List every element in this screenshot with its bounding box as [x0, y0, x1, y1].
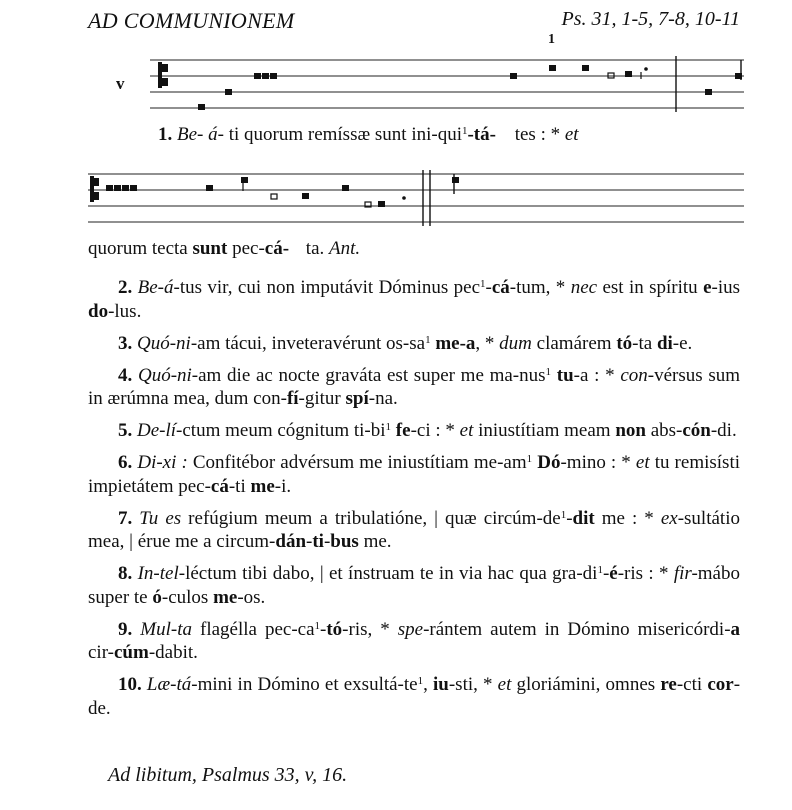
verse-number: 4. — [118, 364, 133, 386]
intonation-syllables: In-tel- — [137, 563, 186, 584]
syllable: á- — [208, 124, 224, 145]
chant-underlay-2 — [88, 238, 360, 260]
accented-syllable: me-a — [435, 332, 476, 354]
accented-syllable: re — [660, 674, 677, 695]
accented-syllable: cá- — [264, 238, 290, 259]
verse-text: -dabit. — [148, 642, 198, 663]
intonation-syllables: De-lí- — [137, 420, 183, 441]
mode-indicator: v — [116, 74, 125, 93]
verse-text: -sti, * — [448, 674, 498, 695]
psalm-reference: Ps. 31, 1-5, 7-8, 10-11 — [561, 8, 740, 30]
intonation-syllables: spe- — [397, 618, 430, 640]
accented-syllable: di — [656, 332, 673, 354]
verse-5 — [88, 419, 740, 443]
flex-mark: 1 — [597, 564, 603, 576]
flex-mark: 1 — [526, 453, 533, 465]
accented-syllable: non — [615, 420, 646, 441]
accented-syllable: ti — [312, 531, 324, 552]
flex-mark: 1 — [425, 333, 431, 346]
accented-syllable: me — [250, 475, 275, 497]
accented-syllable: dán — [275, 531, 307, 552]
verse-text: tu remisísti impietátem pec- — [88, 452, 740, 497]
verse-text: ctum meum cógnitum ti-bi — [182, 420, 386, 441]
verse-text: , — [423, 674, 433, 695]
verse-text: -i. — [274, 475, 292, 497]
intonation-syllables: Mul-ta — [140, 618, 192, 640]
verse-text: mábo super te — [88, 563, 740, 608]
verse-text: vérsus sum in ærúmna mea, dum con- — [88, 364, 741, 409]
verse-4 — [88, 364, 740, 411]
c-clef — [90, 176, 94, 202]
verse-number: 5. — [118, 420, 133, 441]
syllable: tes : — [514, 124, 546, 145]
syllable: ta. — [305, 238, 325, 259]
verse-number: 6. — [118, 452, 133, 473]
verse-9 — [88, 618, 740, 665]
header — [88, 8, 740, 42]
accented-syllable: tó — [616, 332, 633, 354]
intonation-syllables: Læ-tá- — [146, 674, 198, 695]
verse-text: rántem autem in Dómino misericórdi- — [429, 618, 731, 640]
verse-text: me : * — [594, 507, 661, 529]
verse-text: refúgium meum a tribulatióne, | quæ circúm-de — [181, 507, 561, 529]
verse-number: 10. — [118, 674, 142, 695]
lyric-text: ti quorum remíssæ sunt ini-qui — [228, 124, 462, 145]
staff-2-notation — [88, 166, 744, 228]
syllable: Be- — [177, 124, 204, 145]
flex-mark: 1 — [385, 421, 392, 433]
intonation-syllables: nec — [570, 277, 598, 298]
verse-text: mini in Dómino et exsultá-te — [197, 674, 418, 695]
verse-text: Confitébor advérsum me iniustítiam me-am — [187, 452, 527, 473]
accented-syllable: dit — [572, 507, 595, 529]
verse-text: -gitur — [298, 388, 346, 409]
verse-text: -culos — [161, 586, 214, 608]
accented-syllable: tu — [556, 364, 574, 386]
antiphon-marker: Ant. — [329, 238, 361, 259]
verse-number: 9. — [118, 618, 133, 640]
footer-note: Ad libitum, Psalmus 33, v, 16. — [108, 764, 348, 786]
neumes — [198, 65, 742, 110]
intonation-syllables: con- — [620, 364, 655, 386]
verse-text: iniustítiam meam — [473, 420, 616, 441]
verse-text: am tácui, inveteravérunt os-sa — [197, 332, 426, 354]
syllable: pec- — [232, 238, 265, 259]
accented-syllable: cúm — [114, 642, 149, 663]
verse-text: -e. — [672, 332, 693, 354]
intonation-syllables: et — [459, 420, 474, 441]
intonation-syllables: Di-xi : — [137, 452, 188, 473]
verse-text: -ius — [711, 277, 741, 298]
verse-text: -os. — [237, 586, 266, 608]
verse-number: 1. — [158, 124, 173, 145]
accented-syllable: sunt — [192, 238, 228, 259]
intonation-syllables: Quó-ni- — [137, 364, 199, 386]
verse-text: -na. — [368, 388, 398, 409]
verse-2 — [88, 276, 740, 323]
c-clef — [158, 62, 162, 88]
verse-text: clamárem — [531, 332, 617, 354]
intonation-syllables: et — [497, 674, 512, 695]
flex-mark: 1 — [314, 619, 321, 632]
accented-syllable: ó — [152, 586, 162, 608]
verse-text: -ris : * — [617, 563, 674, 584]
intonation-syllables: Be-á- — [137, 277, 180, 298]
intonation-syllables: fir- — [673, 563, 698, 584]
accented-syllable: tó — [326, 618, 343, 640]
verse-text: -ta — [632, 332, 657, 354]
verse-text: - — [485, 277, 492, 298]
verse-6 — [88, 451, 740, 498]
chant-staff-2 — [88, 166, 744, 228]
verse-number: 3. — [118, 332, 133, 354]
accented-syllable: fí — [286, 388, 299, 409]
verse-text: -de. — [88, 674, 741, 719]
section-title: AD COMMUNIONEM — [88, 8, 295, 33]
verse-text: -a : * — [573, 364, 621, 386]
verse-7 — [88, 507, 740, 554]
verse-text: - — [320, 618, 327, 640]
accented-syllable: a — [730, 618, 741, 640]
verse-text: tus vir, cui non imputávit Dóminus pec — [179, 277, 481, 298]
accented-syllable: -tá- — [467, 124, 496, 145]
verse-text: -ris, * — [342, 618, 398, 640]
verse-text: cir- — [88, 642, 114, 663]
verse-text: gloriámini, omnes — [511, 674, 661, 695]
verse-text: - — [306, 531, 313, 552]
intonation-syllables: et — [635, 452, 650, 473]
verse-text: abs- — [645, 420, 683, 441]
verse-text: flagélla pec-ca — [191, 618, 315, 640]
flex-mark: 1 — [461, 125, 468, 137]
chant-underlay-1 — [158, 124, 579, 146]
verse-3 — [88, 332, 740, 356]
verse-text: -lus. — [108, 300, 142, 322]
verse-text: me. — [358, 531, 392, 552]
lyric-text: quorum tecta — [88, 238, 188, 259]
verse-10 — [88, 673, 740, 720]
verse-8 — [88, 562, 740, 609]
verse-number: 2. — [118, 277, 133, 298]
accented-syllable: cá — [210, 475, 229, 497]
accented-syllable: e — [703, 277, 712, 298]
syllable: et — [564, 124, 579, 145]
verse-text: -ci : * — [410, 420, 460, 441]
flex-mark: 1 — [560, 508, 567, 521]
verse-text: am die ac nocte graváta est super me ma-nus — [198, 364, 546, 386]
intonation-syllables: Tu es — [139, 507, 182, 529]
flex-mark: 1 — [545, 365, 552, 378]
verse-text: -tum, * — [509, 277, 571, 298]
verse-text: léctum tibi dabo, | et ínstruam te in via hac qua gra-di — [185, 563, 598, 584]
verse-text: est in spíritu — [597, 277, 704, 298]
accented-syllable: cá — [491, 277, 510, 298]
accented-syllable: iu — [432, 674, 449, 695]
accented-syllable: cón — [682, 420, 711, 441]
verse-text: -ti — [228, 475, 251, 497]
accented-syllable: me — [213, 586, 238, 608]
accented-syllable: Dó — [537, 452, 561, 473]
verse-text: -di. — [710, 420, 737, 441]
accented-syllable: é — [609, 563, 618, 584]
neumes — [106, 177, 459, 207]
intonation-syllables: Quó-ni- — [137, 332, 198, 354]
verse-number: 8. — [118, 563, 133, 584]
intonation-syllables: ex- — [660, 507, 685, 529]
verse-text: , * — [475, 332, 500, 354]
verse-text: -cti — [676, 674, 708, 695]
accented-syllable: do — [88, 300, 109, 322]
custos-number: 1 — [548, 32, 555, 47]
asterisk: * — [550, 124, 561, 145]
verse-text: - — [602, 563, 610, 584]
flex-mark: 1 — [480, 278, 486, 290]
verse-text: - — [566, 507, 573, 529]
accented-syllable: cor — [707, 674, 734, 695]
verse-number: 7. — [118, 507, 133, 529]
accented-syllable: bus — [330, 531, 359, 552]
verse-text: -mino : * — [560, 452, 636, 473]
verse-text: - — [323, 531, 331, 552]
chant-staff-1 — [150, 52, 744, 114]
flex-mark: 1 — [417, 675, 424, 687]
staff-1-notation — [150, 52, 744, 114]
accented-syllable: fe — [395, 420, 411, 441]
psalm-verses — [88, 276, 740, 729]
intonation-syllables: dum — [499, 332, 532, 354]
verse-text: sultátio mea, | érue me a circum- — [88, 507, 740, 552]
accented-syllable: spí — [345, 388, 369, 409]
